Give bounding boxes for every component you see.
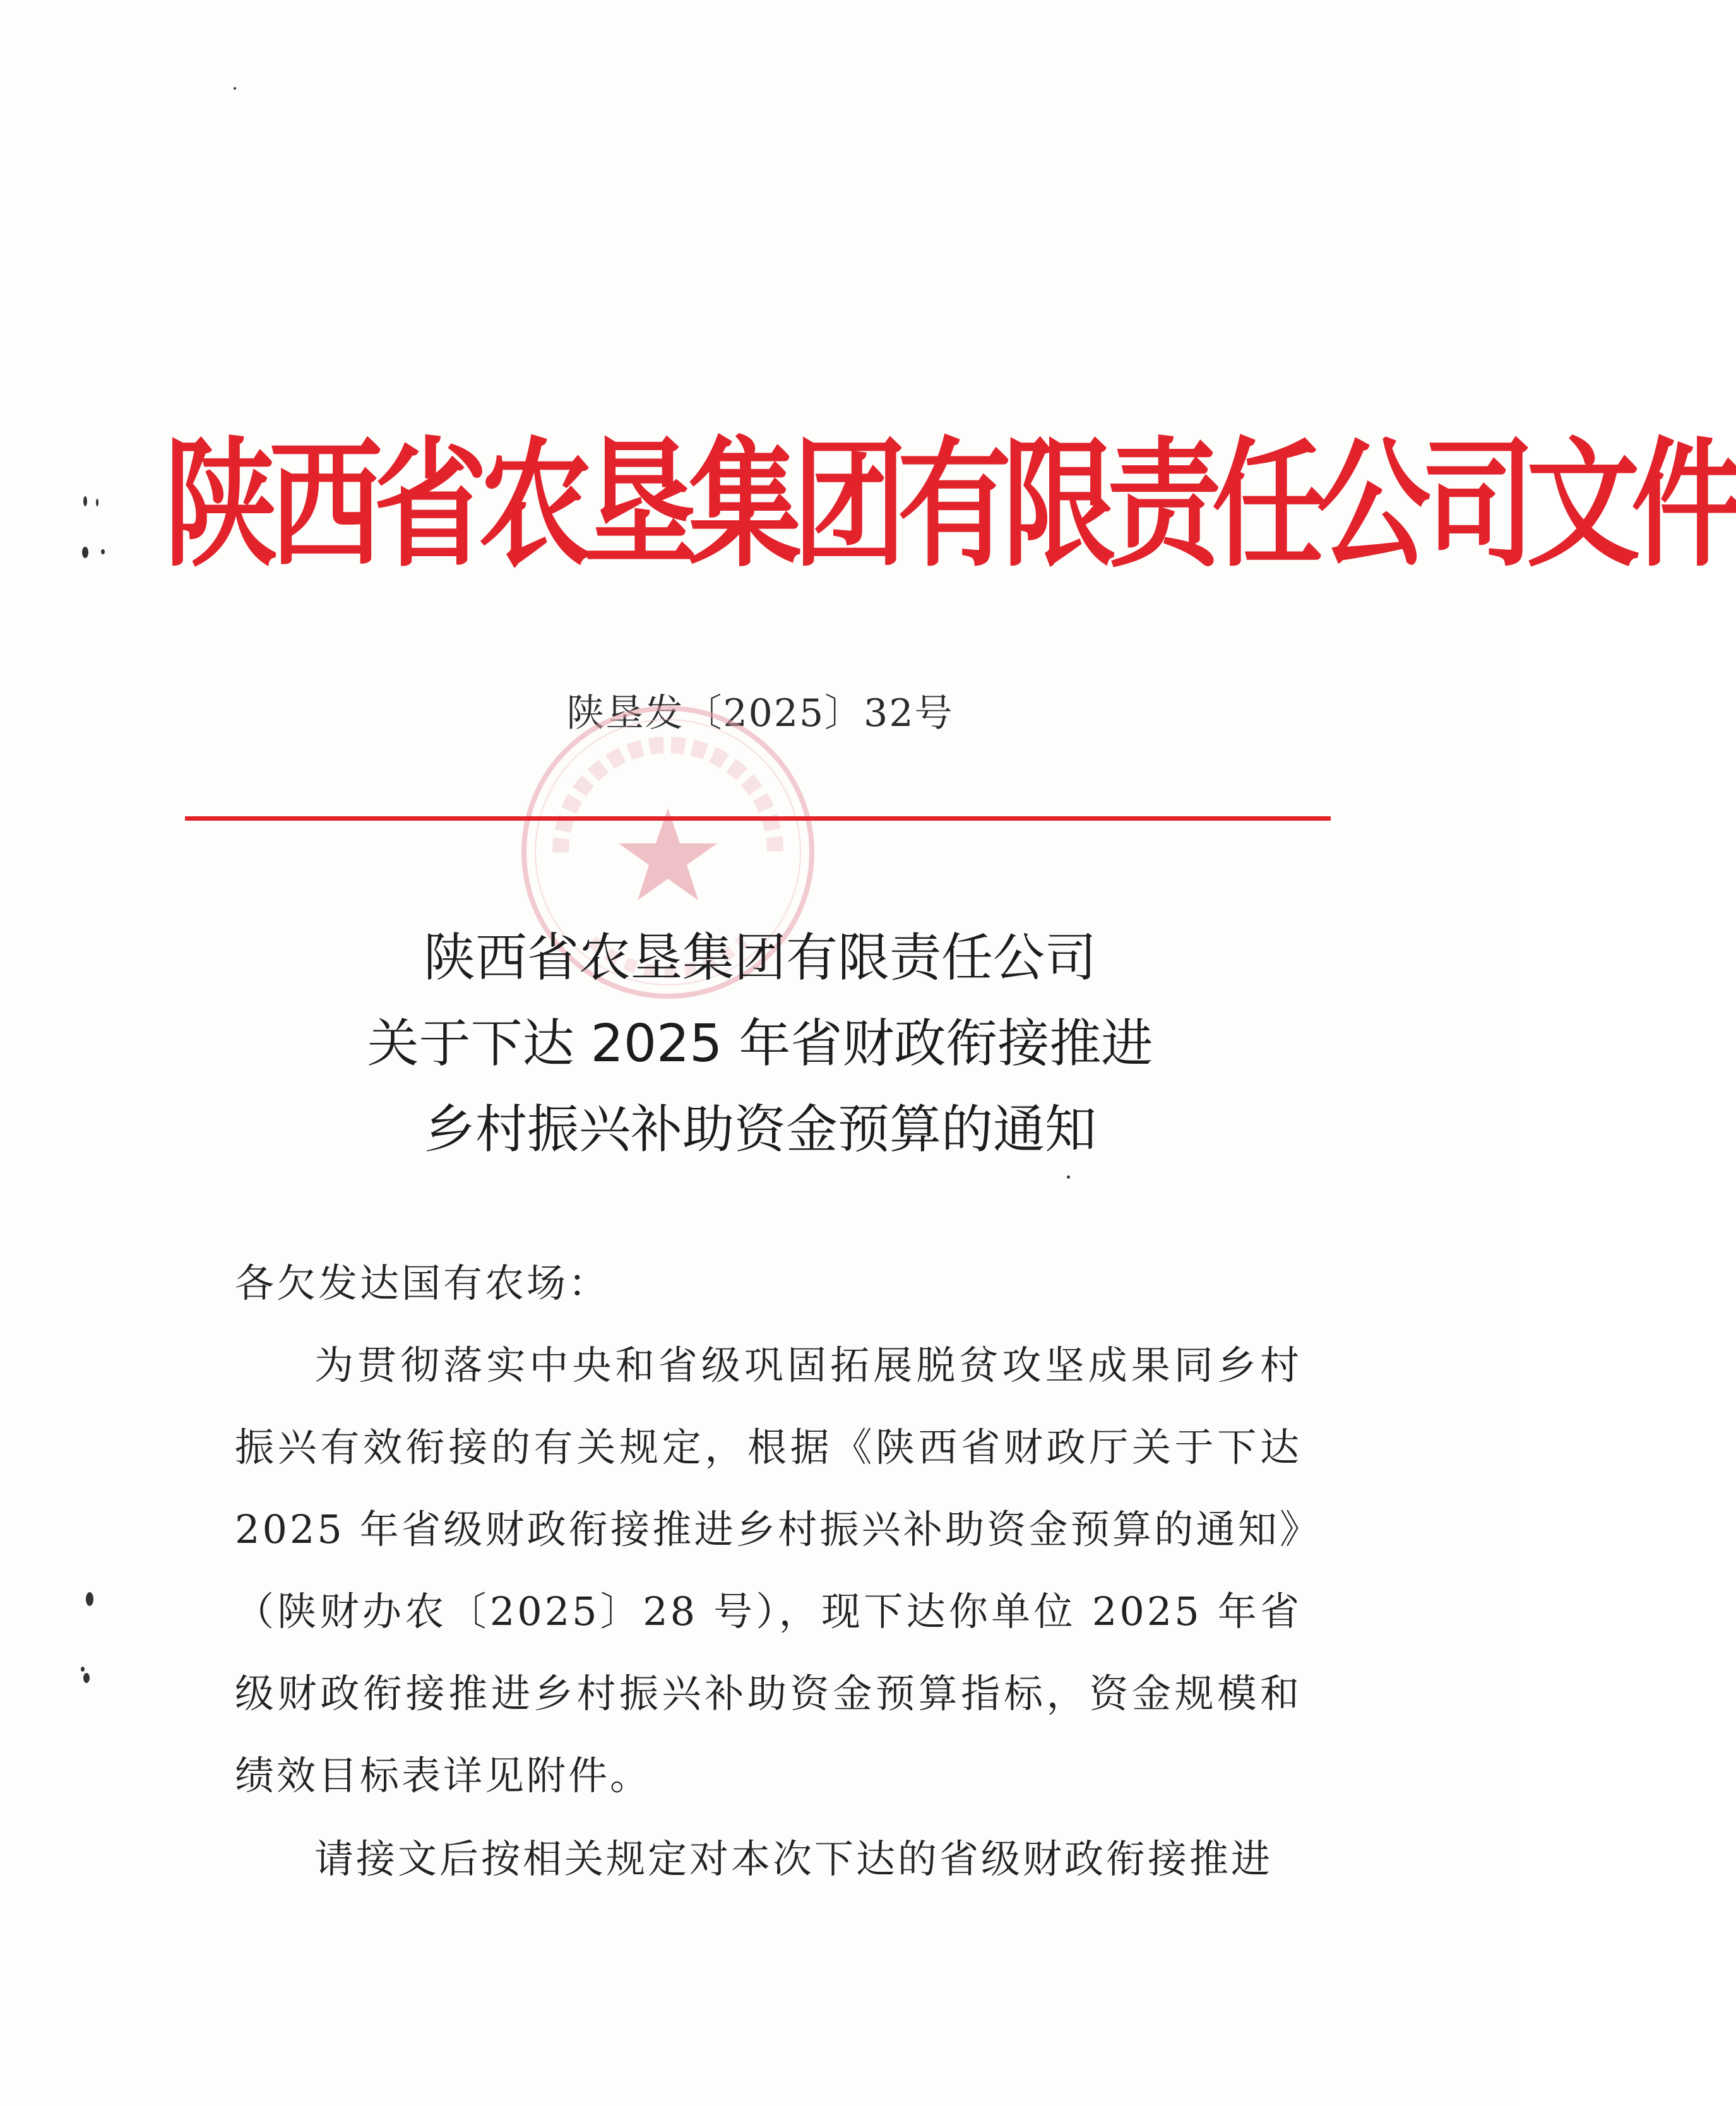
notice-title [0, 915, 1520, 1173]
scan-speck [81, 1667, 85, 1672]
scan-speck [82, 547, 88, 558]
salutation: 各欠发达国有农场： [235, 1260, 610, 1306]
scan-speck [101, 549, 105, 554]
masthead-divider [185, 816, 1331, 821]
body-paragraph: 为贯彻落实中央和省级巩固拓展脱贫攻坚成果同乡村振兴有效衔接的有关规定，根据《陕西省财政厅关于下达2025 年省级财政衔接推进乡村振兴补助资金预算的通知》（陕财办农〔2025〕28 号），现下达你单位 2025 年省级财政衔接推进乡村振兴补助资金预算指标，资金规模和绩效目标表详见附件。 [235, 1342, 1302, 1799]
scan-speck [83, 1673, 90, 1683]
scan-speck [86, 1592, 93, 1606]
document-number: 陕垦发〔2025〕32号 [566, 691, 954, 735]
masthead-title: 陕西省农垦集团有限责任公司文件 [164, 423, 1736, 586]
title-line: 乡村振兴补助资金预算的通知 [423, 1100, 1097, 1160]
scan-speck [234, 87, 236, 90]
scan-speck [83, 496, 87, 506]
title-line: 关于下达 2025 年省财政衔接推进 [367, 1014, 1153, 1074]
scan-speck [1067, 1175, 1070, 1179]
title-line: 陕西省农垦集团有限责任公司 [423, 928, 1097, 988]
body-paragraph: 请接文后按相关规定对本次下达的省级财政衔接推进 [314, 1836, 1273, 1882]
scan-speck [96, 499, 98, 506]
